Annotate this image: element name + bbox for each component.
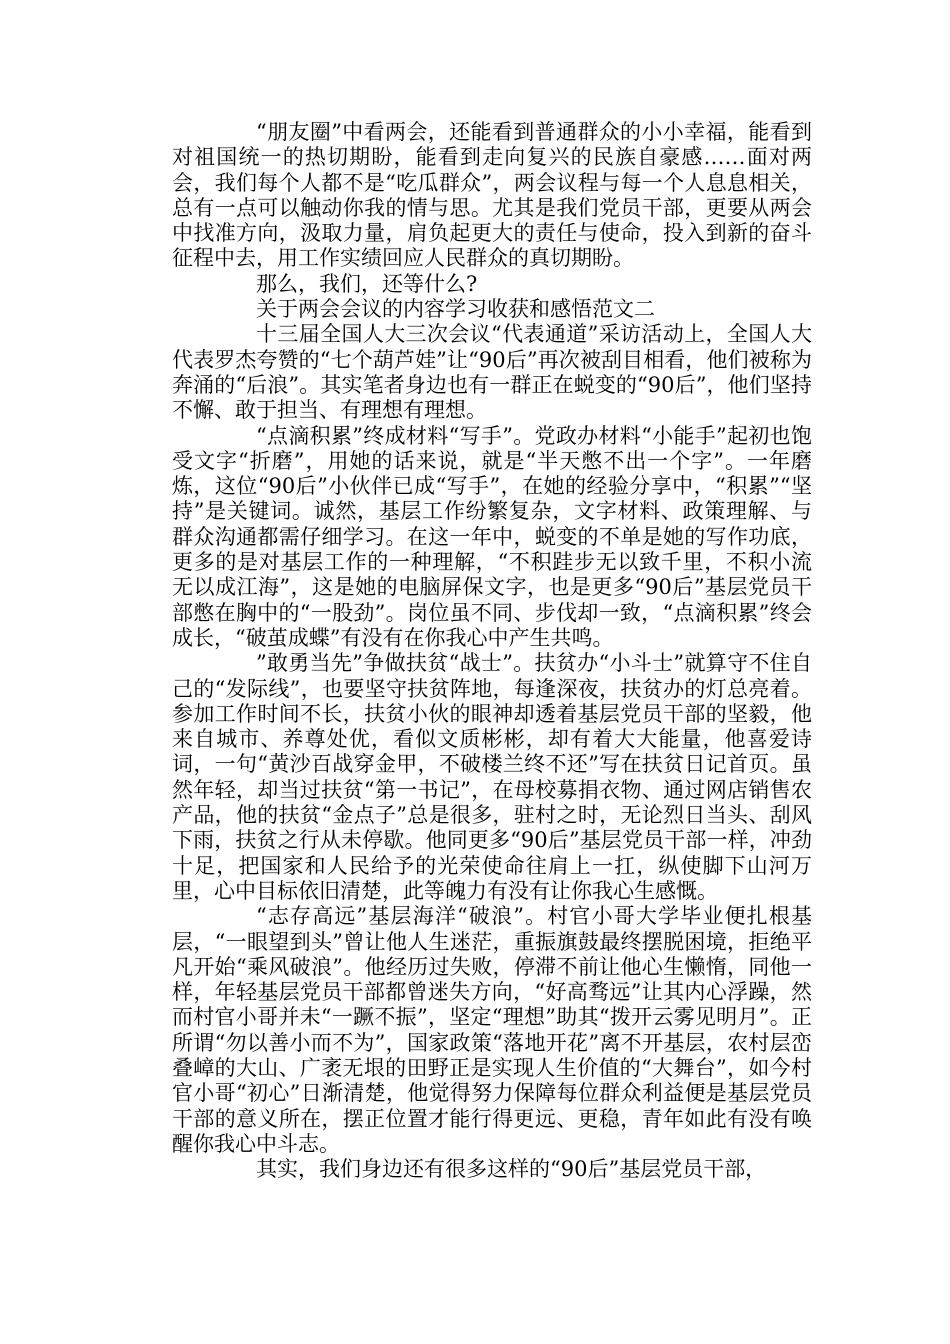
paragraph: 十三届全国人大三次会议“代表通道”采访活动上，全国人大代表罗杰夸赞的“七个葫芦娃”让“90后”再次被刮目相看，他们被称为奔涌的“后浪”。其实笔者身边也有一群正在蜕变的“90后”，他们坚持不懈、敢于担当、有理想有理想。 — [172, 322, 812, 423]
paragraph: 那么，我们，还等什么? — [256, 271, 478, 296]
paragraph: ”敢勇当先”争做扶贫“战士”。扶贫办“小斗士”就算守不住自己的“发际线”，也要坚守扶贫阵地，每逢深夜，扶贫办的灯总亮着。参加工作时间不长，扶贫小伙的眼神却透着基层党员干部的坚毅，他来自城市、养尊处优，看似文质彬彬，却有着大大能量，他喜爱诗词，一句“黄沙百战穿金甲，不破楼兰终不还”写在扶贫日记首页。虽然年轻，却当过扶贫“第一书记”，在母校募捐衣物、通过网店销售农产品，他的扶贫“金点子”总是很多，驻村之时，无论烈日当头、刮风下雨，扶贫之行从未停歇。他同更多“90后”基层党员干部一样，冲劲十足，把国家和人民给予的光荣使命往肩上一扛，纵使脚下山河万里，心中目标依旧清楚，此等魄力有没有让你我心生感慨。 — [172, 651, 812, 903]
paragraph: “志存高远”基层海洋“破浪”。村官小哥大学毕业便扎根基层，“一眼望到头”曾让他人生迷茫，重振旗鼓最终摆脱困境，拒绝平凡开始“乘风破浪”。他经历过失败，停滞不前让他心生懒惰，同他一样，年轻基层党员干部都曾迷失方向，“好高骛远”让其内心浮躁，然而村官小哥并未“一蹶不振”，坚定“理想”助其“拨开云雾见明月”。正所谓“勿以善小而不为”，国家政策“落地开花”离不开基层，农村层峦叠嶂的大山、广袤无垠的田野正是实现人生价值的“大舞台”，如今村官小哥“初心”日渐清楚，他觉得努力保障每位群众利益便是基层党员干部的意义所在，摆正位置才能行得更远、更稳，青年如此有没有唤醒你我心中斗志。 — [172, 904, 812, 1156]
paragraph: “点滴积累”终成材料“写手”。党政办材料“小能手”起初也饱受文字“折磨”，用她的话来说，就是“半天憋不出一个字”。一年磨炼，这位“90后”小伙伴已成“写手”，在她的经验分享中，“积累”“坚持”是关键词。诚然，基层工作纷繁复杂，文字材料、政策理解、与群众沟通都需仔细学习。在这一年中，蜕变的不单是她的写作功底，更多的是对基层工作的一种理解，“不积跬步无以致千里，不积小流无以成江海”，这是她的电脑屏保文字，也是更多“90后”基层党员干部憋在胸中的“一股劲”。岗位虽不同、步伐却一致，“点滴积累”终会成长，“破茧成蝶”有没有在你我心中产生共鸣。 — [172, 423, 812, 650]
paragraph: 其实，我们身边还有很多这样的“90后”基层党员干部， — [256, 1157, 767, 1182]
document-body — [172, 120, 812, 1182]
paragraph: “朋友圈”中看两会，还能看到普通群众的小小幸福，能看到对祖国统一的热切期盼，能看到走向复兴的民族自豪感……面对两会，我们每个人都不是“吃瓜群众”，两会议程与每一个人息息相关，总有一点可以触动你我的情与思。尤其是我们党员干部，更要从两会中找准方向，汲取力量，肩负起更大的责任与使命，投入到新的奋斗征程中去，用工作实绩回应人民群众的真切期盼。 — [172, 120, 812, 271]
section-heading: 关于两会会议的内容学习收获和感悟范文二 — [256, 297, 655, 322]
